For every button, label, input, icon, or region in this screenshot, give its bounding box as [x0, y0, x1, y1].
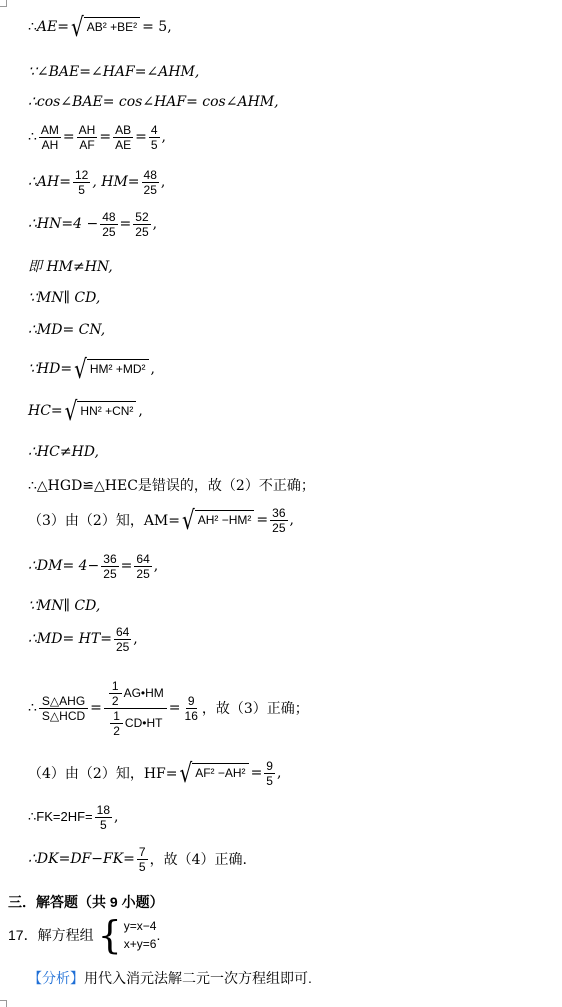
fraction: $\frac{36}{25}$: [103, 551, 117, 581]
question-17: 17． 解方程组 { y=x−4 x+y=6 .: [8, 913, 161, 957]
math-line-20: ∴FK=2HF= $\frac{18}{5}$ ,: [28, 802, 119, 832]
fraction: $\frac{AM}{AH}$: [40, 122, 59, 152]
fraction: $\frac{9}{16}$: [184, 693, 198, 723]
area-ratio-fraction: S△AHG S△HCD: [39, 694, 88, 723]
fraction: $\frac{48}{25}$: [102, 209, 116, 239]
math-line-12: ∴HC≠HD,: [28, 444, 99, 460]
question-text: 解方程组: [37, 927, 94, 943]
math-line-8: ∵MN∥ CD,: [28, 290, 101, 306]
math-line-15: ∴DM= 4− $\frac{36}{25}$ = $\frac{64}{25}$ ,: [28, 551, 159, 581]
equation-system: y=x−4 x+y=6: [123, 919, 157, 951]
sqrt-expression: √ HM² +MD²: [74, 359, 148, 379]
fraction: $\frac{4}{5}$: [150, 122, 158, 152]
math-line-1: ∴ AE = √ AB² +BE² = 5,: [28, 11, 172, 43]
analysis-tag: 【分析】: [28, 970, 84, 986]
half-product-fraction: $\frac{1}{2}$ AG•HM $\frac{1}{2}$ CD•HT: [104, 679, 167, 738]
fraction: $\frac{1}{2}$: [110, 709, 123, 738]
math-line-3: ∴cos∠BAE= cos∠HAF= cos∠AHM,: [28, 94, 279, 110]
section-title: 三．解答题（共 9 小题）: [8, 894, 164, 910]
math-line-14: （3）由（2）知，AM= √ AH² −HM² = $\frac{36}{25}$ ,: [28, 504, 294, 536]
math-line-17: ∴MD= HT= $\frac{64}{25}$ ,: [28, 624, 138, 654]
fraction: $\frac{1}{2}$: [109, 679, 122, 708]
fraction: $\frac{AB}{AE}$: [115, 122, 132, 152]
math-line-16: ∵MN∥ CD,: [28, 598, 101, 614]
math-line-19: （4）由（2）知，HF= √ AF² −AH² = $\frac{9}{5}$ ,: [28, 757, 282, 789]
math-line-10: ∵HD= √ HM² +MD² ,: [28, 353, 155, 385]
fraction: $\frac{7}{5}$: [138, 844, 146, 874]
fraction: $\frac{18}{5}$: [96, 802, 110, 832]
math-line-13: ∴△HGD≌△HEC是错误的，故（2）不正确；: [28, 478, 315, 494]
math-line-2: ∵∠BAE=∠HAF=∠AHM,: [28, 64, 200, 80]
sqrt-expression: √ HN² +CN²: [65, 401, 137, 421]
math-line-21: ∴DK=DF−FK= $\frac{7}{5}$ ，故（4）正确.: [28, 844, 247, 874]
fraction: $\frac{36}{25}$: [272, 505, 286, 535]
sqrt-expression: √ AF² −AH²: [179, 763, 248, 783]
question-number: 17．: [8, 927, 38, 943]
fraction: $\frac{AH}{AF}$: [78, 122, 96, 152]
brace-icon: {: [97, 913, 122, 957]
fraction: $\frac{64}{25}$: [136, 551, 150, 581]
math-line-11: HC= √ HN² +CN² ,: [28, 395, 143, 427]
analysis-text: 用代入消元法解二元一次方程组即可.: [84, 970, 312, 986]
page-corner-mark-bottom: [0, 1000, 7, 1007]
math-line-7: 即 HM≠HN,: [28, 259, 113, 275]
math-line-18: ∴ S△AHG S△HCD = $\frac{1}{2}$ AG•HM $\frac{1}{2}$ CD•HT = $\frac{9}{16}$ ，故（3）正确；: [28, 678, 309, 738]
sqrt-expression: √ AB² +BE²: [71, 17, 140, 37]
math-line-4: ∴ $\frac{AM}{AH}$ = $\frac{AH}{AF}$ = $\frac{AB}{AE}$ = $\frac{4}{5}$ ,: [28, 122, 166, 152]
math-line-6: ∴HN=4 − $\frac{48}{25}$ = $\frac{52}{25}$ ,: [28, 209, 158, 239]
math-line-9: ∴MD= CN,: [28, 322, 106, 338]
fraction: $\frac{48}{25}$: [143, 167, 157, 197]
analysis-line: [28, 968, 312, 988]
fraction: $\frac{64}{25}$: [115, 624, 130, 654]
fraction: $\frac{52}{25}$: [135, 209, 149, 239]
page-corner-mark: [0, 0, 7, 7]
fraction: $\frac{9}{5}$: [266, 758, 273, 788]
sqrt-expression: √ AH² −HM²: [182, 510, 254, 530]
fraction: $\frac{12}{5}$: [74, 167, 89, 197]
math-line-5: ∴AH= $\frac{12}{5}$ , HM= $\frac{48}{25}$ ,: [28, 167, 166, 197]
